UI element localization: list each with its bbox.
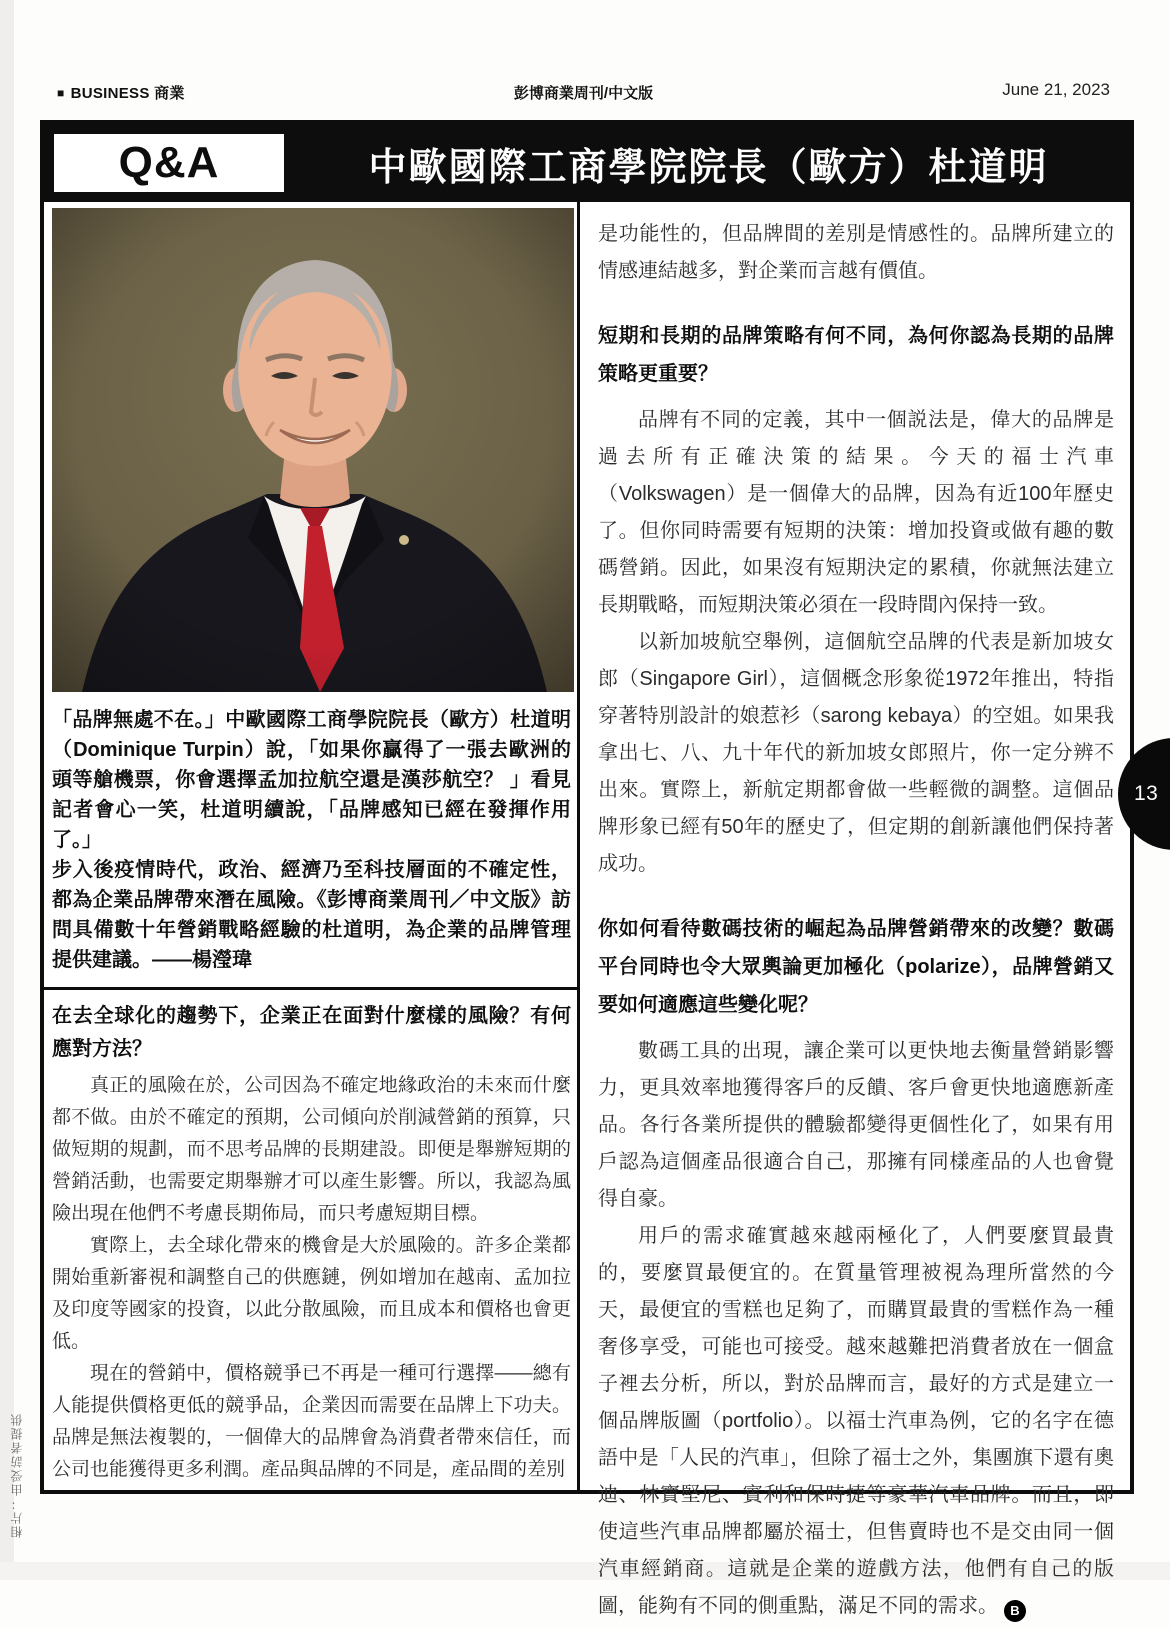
article-columns	[44, 202, 1130, 1618]
title-banner	[44, 124, 1130, 202]
answer-1-continuation: 是功能性的，但品牌間的差別是情感性的。品牌所建立的情感連結越多，對企業而言越有價值。	[598, 223, 1114, 282]
photo-credit: 相片：由受訪者提供	[10, 1412, 24, 1538]
answer-1-paragraph-2: 實際上，去全球化帶來的機會是大於風險的。許多企業都開始重新審視和調整自己的供應鏈，例如增加在越南、孟加拉及印度等國家的投資，以此分散風險，而且成本和價格也會更低。	[52, 1235, 571, 1352]
article-title: 中歐國際工商學院院長（歐方）杜道明	[368, 146, 1049, 189]
answer-1-paragraph-3: 現在的營銷中，價格競爭已不再是一種可行選擇——總有人能提供價格更低的競爭品，企業因而需要在品牌上下功夫。品牌是無法複製的，一個偉大的品牌會為消費者帶來信任，而公司也能獲得更多利潤。產品與品牌的不同是，產品間的差別	[52, 1363, 571, 1480]
portrait-photo	[52, 208, 574, 692]
answer-3-paragraph-2	[598, 1218, 1114, 1625]
intro-divider	[44, 987, 577, 990]
issue-date: June 21, 2023	[1002, 80, 1110, 99]
answer-2-paragraph-2: 以新加坡航空舉例，這個航空品牌的代表是新加坡女郎（Singapore Girl），這個概念形象從1972年推出，特指穿著特別設計的娘惹衫（sarong kebaya）的空姐。如果我拿出七、八、九十年代的新加坡女郎照片，你一定分辨不出來。實際上，新航定期都會做一些輕微的調整。這個品牌形象已經有50年的歷史了，但定期的創新讓他們保持著成功。	[598, 631, 1114, 875]
question-2: 短期和長期的品牌策略有何不同，為何你認為長期的品牌策略更重要？	[598, 325, 1114, 385]
question-3: 你如何看待數碼技術的崛起為品牌營銷帶來的改變？數碼平台同時也令大眾輿論更加極化（polarize），品牌營銷又要如何適應這些變化呢？	[598, 918, 1114, 1016]
article-frame	[40, 120, 1134, 1618]
article-intro	[52, 705, 571, 975]
section-label-text: BUSINESS 商業	[70, 85, 185, 102]
answer-3-paragraph-2-text: 用戶的需求確實越來越兩極化了，人們要麼買最貴的，要麼買最便宜的。在質量管理被視為理所當然的今天，最便宜的雪糕也足夠了，而購買最貴的雪糕作為一種奢侈享受，可能也可接受。越來越難把消費者放在一個盒子裡去分析，所以，對於品牌而言，最好的方式是建立一個品牌版圖（portfolio）。以福士汽車為例，它的名字在德語中是「人民的汽車」，但除了福士之外，集團旗下還有奧迪、林寶堅尼、賓利和保時捷等豪華汽車品牌。而且，即使這些汽車品牌都屬於福士，但售賣時也不是交由同一個汽車經銷商。這就是企業的遊戲方法，他們有自己的版圖，能夠有不同的側重點，滿足不同的需求。	[598, 1225, 1114, 1617]
right-column	[580, 202, 1130, 1618]
intro-context: 步入後疫情時代，政治、經濟乃至科技層面的不確定性，都為企業品牌帶來潛在風險。《彭博商業周刊／中文版》訪問具備數十年營銷戰略經驗的杜道明，為企業的品牌管理提供建議。——楊瀅瑋	[52, 859, 571, 971]
photo-vignette	[52, 208, 574, 692]
intro-quote: 「品牌無處不在。」中歐國際工商學院院長（歐方）杜道明（Dominique Turpin）說，「如果你贏得了一張去歐洲的頭等艙機票，你會選擇孟加拉航空還是漢莎航空？ 」看見記者會心一笑，杜道明續說，「品牌感知已經在發揮作用了。」	[52, 709, 571, 851]
answer-3-paragraph-1: 數碼工具的出現，讓企業可以更快地去衡量營銷影響力，更具效率地獲得客戶的反饋、客戶會更快地適應新產品。各行各業所提供的體驗都變得更個性化了，如果有用戶認為這個產品很適合自己，那擁有同樣產品的人也會覺得自豪。	[598, 1040, 1114, 1210]
publication-name: 彭博商業周刊/中文版	[513, 85, 654, 102]
left-column	[44, 202, 580, 1490]
scan-edge-left	[0, 0, 14, 1580]
answer-1-paragraph-1: 真正的風險在於，公司因為不確定地緣政治的未來而什麼都不做。由於不確定的預期，公司傾向於削減營銷的預算，只做短期的規劃，而不思考品牌的長期建設。即便是舉辦短期的營銷活動，也需要定期舉辦才可以產生影響。所以，我認為風險出現在他們不考慮長期佈局，而只考慮短期目標。	[52, 1075, 571, 1224]
article-end-mark-icon: B	[1004, 1600, 1026, 1622]
question-1: 在去全球化的趨勢下，企業正在面對什麼樣的風險？有何應對方法？	[52, 1005, 571, 1060]
answer-2-paragraph-1: 品牌有不同的定義，其中一個説法是，偉大的品牌是過去所有正確決策的結果。今天的福士汽車（Volkswagen）是一個偉大的品牌，因為有近100年歷史了。但你同時需要有短期的決策：增加投資或做有趣的數碼營銷。因此，如果沒有短期決定的累積，你就無法建立長期戰略，而短期決策必須在一段時間內保持一致。	[598, 409, 1114, 616]
qa-tag: Q&A	[51, 131, 287, 195]
section-square-icon: ■	[57, 86, 65, 100]
page-number: 13	[1134, 782, 1159, 805]
running-header	[57, 82, 1110, 106]
